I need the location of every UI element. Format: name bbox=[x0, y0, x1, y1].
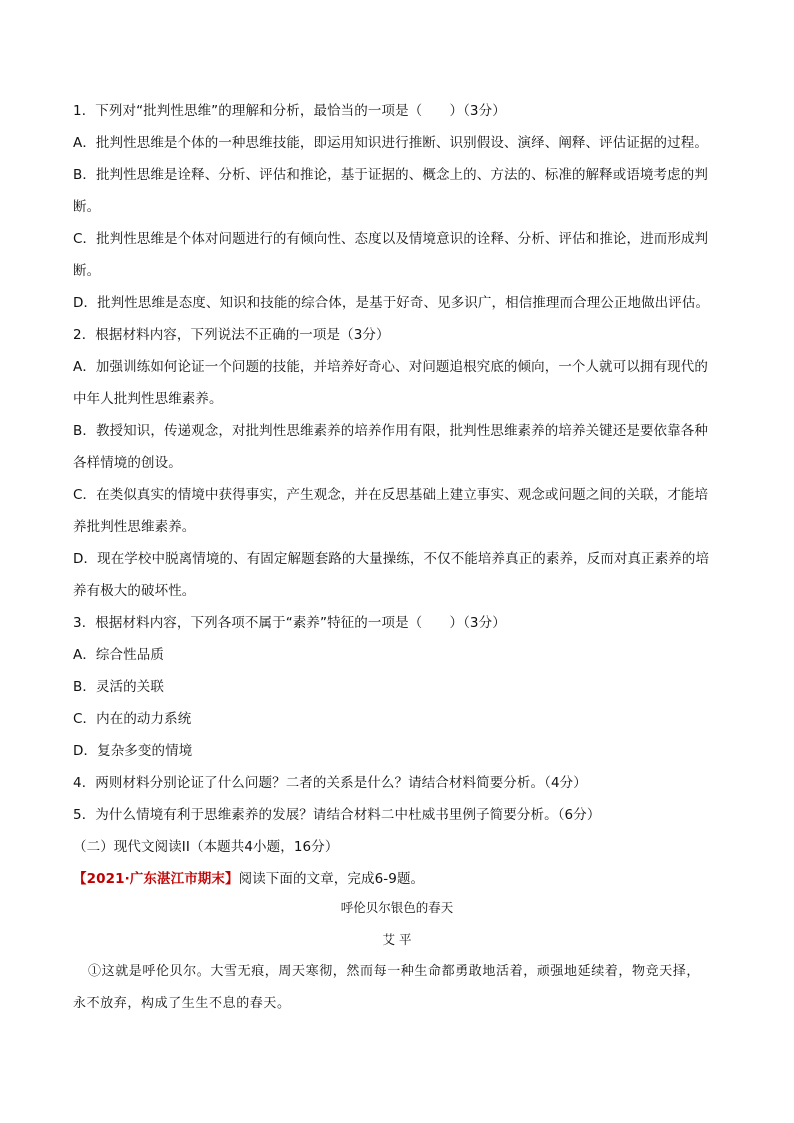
q1-option-b-line2: 断。 bbox=[73, 199, 101, 215]
section-heading: （二）现代文阅读II（本题共4小题，16分） bbox=[73, 839, 339, 855]
q2-stem: 2．根据材料内容，下列说法不正确的一项是（3分） bbox=[73, 327, 390, 343]
article-title: 呼伦贝尔银色的春天 bbox=[340, 900, 454, 915]
q2-option-a-line1: A．加强训练如何论证一个问题的技能，并培养好奇心、对问题追根究底的倾向，一个人就可以拥有现代的 bbox=[73, 359, 708, 375]
q2-option-a-line2: 中年人批判性思维素养。 bbox=[73, 391, 223, 407]
q3-option-c: C．内在的动力系统 bbox=[73, 711, 192, 727]
q2-option-b-line1: B．教授知识，传递观念，对批判性思维素养的培养作用有限，批判性思维素养的培养关键还是要依靠各种 bbox=[73, 423, 708, 439]
q2-option-d-line1: D．现在学校中脱离情境的、有固定解题套路的大量操练，不仅不能培养真正的素养，反而对真正素养的培 bbox=[73, 551, 710, 567]
article-para1-line2: 永不放弃，构成了生生不息的春天。 bbox=[73, 996, 291, 1011]
q1-option-c-line1: C．批判性思维是个体对问题进行的有倾向性、态度以及情境意识的诠释、分析、评估和推论，进而形成判 bbox=[73, 231, 709, 247]
q2-option-c-line2: 养批判性思维素养。 bbox=[73, 519, 196, 535]
q1-stem: 1．下列对“批判性思维”的理解和分析，最恰当的一项是（ ）（3分） bbox=[73, 103, 506, 119]
q1-option-a: A．批判性思维是个体的一种思维技能，即运用知识进行推断、识别假设、演绎、阐释、评估证据的过程。 bbox=[73, 135, 708, 151]
source-line bbox=[73, 869, 424, 889]
q3-option-b: B．灵活的关联 bbox=[73, 679, 164, 695]
article-para1-line1: ①这就是呼伦贝尔。大雪无痕，周天寒彻，然而每一种生命都勇敢地活着，顽强地延续着，物竞天择， bbox=[88, 964, 701, 979]
q1-option-c-line2: 断。 bbox=[73, 263, 101, 279]
question-5: 5．为什么情境有利于思维素养的发展？请结合材料二中杜威书里例子简要分析。（6分） bbox=[73, 807, 601, 823]
q2-option-d-line2: 养有极大的破坏性。 bbox=[73, 583, 196, 599]
q2-option-c-line1: C．在类似真实的情境中获得事实，产生观念，并在反思基础上建立事实、观念或问题之间的关联，才能培 bbox=[73, 487, 709, 503]
q3-option-a: A．综合性品质 bbox=[73, 647, 164, 663]
q3-stem: 3．根据材料内容，下列各项不属于“素养”特征的一项是（ ）（3分） bbox=[73, 615, 506, 631]
q1-option-b-line1: B．批判性思维是诠释、分析、评估和推论，基于证据的、概念上的、方法的、标准的解释或语境考虑的判 bbox=[73, 167, 708, 183]
question-4: 4．两则材料分别论证了什么问题？二者的关系是什么？请结合材料简要分析。（4分） bbox=[73, 775, 587, 791]
reading-instruction: 阅读下面的文章，完成6-9题。 bbox=[238, 871, 425, 887]
q3-option-d: D．复杂多变的情境 bbox=[73, 743, 193, 759]
q1-option-d: D．批判性思维是态度、知识和技能的综合体，是基于好奇、见多识广，相信推理而合理公正地做出评估。 bbox=[73, 295, 710, 311]
article-author: 艾 平 bbox=[382, 932, 412, 947]
source-tag: 【2021·广东湛江市期末】 bbox=[73, 871, 239, 887]
q2-option-b-line2: 各样情境的创设。 bbox=[73, 455, 182, 471]
